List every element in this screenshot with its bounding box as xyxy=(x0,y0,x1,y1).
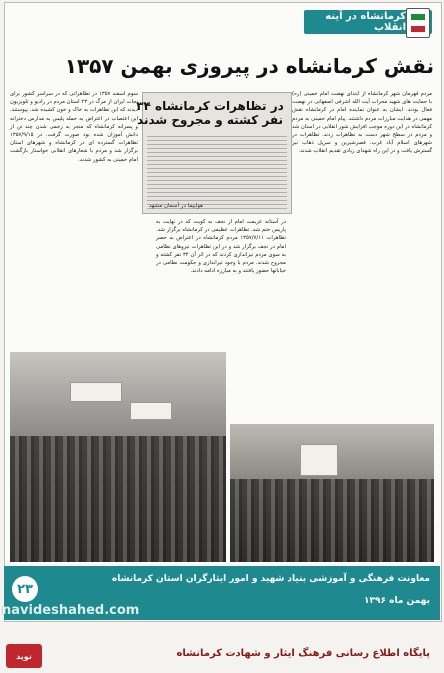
crowd xyxy=(230,479,434,562)
issue-date: بهمن ماه ۱۳۹۶ xyxy=(364,596,430,606)
article-column-right: مردم قهرمان شهر کرمانشاه از ابتدای نهضت امام خمینی (ره) با حمایت های شهید محراب آیت الله اشرفی اصفهانی در نهضت فعال بودند. ایشان به عنوان نماینده امام در کرمانشاه نقش مهمی در هدایت مبارزات مردم داشتند. پیام امام خمینی به مردم کرمانشاه در این دوره موجب افزایش شور انقلابی در استان شد و مردم در سطح شهر دست به تظاهرات زدند. تظاهرات در شهرهای اسلام آباد غرب، قصرشیرین و سرپل ذهاب نیز گسترش یافت و در این راه شهدای زیادی تقدیم انقلاب شدند. xyxy=(291,91,432,155)
protest-photo-left xyxy=(10,352,226,562)
bottom-strip xyxy=(0,640,444,673)
article-column-middle: در آستانه عزیمت امام از نجف به کویت که در نهایت به پاریس ختم شد، تظاهرات عظیمی در کرمانشاه برگزار شد. تظاهرات ۱۳۵۷/۷/۱۱ مردم کرمانشاه در اعتراض به حصر امام در نجف برگزار شد و در این تظاهرات نیروهای نظامی به سوی مردم تیراندازی کردند که در اثر آن ۳۴ نفر کشته و مجروح شدند. مردم با وجود تیراندازی و حکومت نظامی در خیابانها حضور یافتند و به مبارزه ادامه دادند. xyxy=(156,219,286,275)
article-column-left: سوم اسفند ۱۳۵۷ در تظاهراتی که در سراسر کشور برای نجات ایران از مرگ در ۲۳ استان مردم در رادیو و تلویزیون دیدند که این تظاهرات به خاک و خون کشیده شد. پیوستند. این اعتصاب در اعتراض به حمله پلیس به مدارس دخترانه و پسرانه کرمانشاه که منجر به زخمی شدن چند تن از دانش آموزان شده بود صورت گرفت. در ۱۳۵۷/۹/۱۵ تظاهرات گسترده ای در کرمانشاه و شهرهای استان برگزار شد و مردم با شعارهای انقلابی خواستار بازگشت امام خمینی به کشور شدند. xyxy=(10,91,138,163)
newspaper-clipping xyxy=(136,92,292,214)
publisher-name: معاونت فرهنگی و آموزشی بنیاد شهید و امور ایثارگران استان کرمانشاه xyxy=(111,574,430,584)
brand-name: پایگاه اطلاع رسانی فرهنگ ایثار و شهادت کرمانشاه xyxy=(176,648,430,659)
protest-photo-right xyxy=(230,424,434,562)
site-watermark: navideshahed.com xyxy=(2,603,140,618)
banner-sign xyxy=(130,402,172,420)
page-headline: نقش کرمانشاه در پیروزی بهمن ۱۳۵۷ xyxy=(64,54,434,78)
clipping-text-lines xyxy=(147,133,287,209)
crowd xyxy=(10,436,226,562)
clipping-title: در تظاهرات کرمانشاه ۳۴ نفر کشته و مجروح شدند xyxy=(136,99,284,127)
banner-sign xyxy=(300,444,338,476)
page-number-badge: ۲۳ xyxy=(12,576,38,602)
brand-logo-icon: نوید xyxy=(6,644,42,668)
banner-sign xyxy=(70,382,122,402)
section-tag: کرمانشاه در آینه انقلاب xyxy=(304,10,432,34)
clipping-caption: هواپیما در آسمان مشهد xyxy=(149,203,203,209)
top-bar xyxy=(4,2,440,40)
flag-logo-icon xyxy=(406,8,430,38)
